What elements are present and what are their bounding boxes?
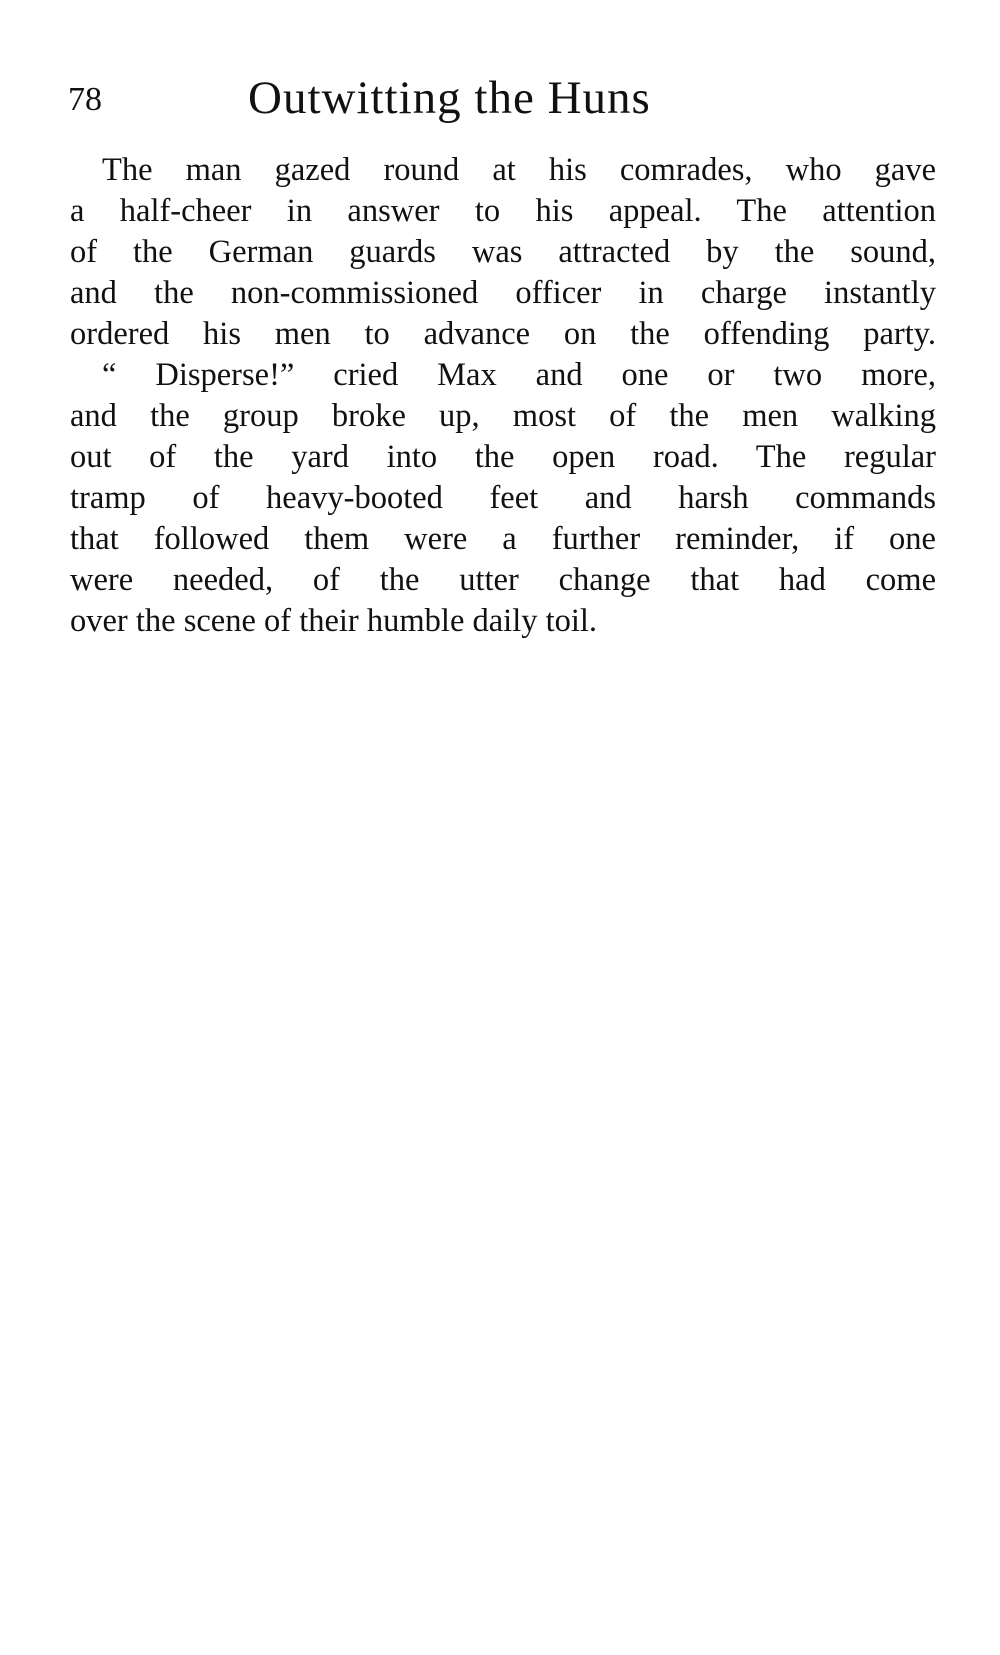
text-line: out of the yard into the open road. The regular — [70, 439, 936, 475]
text-line: that followed them were a further reminder, if one — [70, 521, 936, 557]
paragraph-1 — [70, 150, 936, 355]
paragraph-2 — [70, 355, 936, 642]
running-head — [68, 62, 934, 132]
body-text — [70, 150, 936, 642]
text-line: a half-cheer in answer to his appeal. The attention — [70, 193, 936, 229]
text-line: were needed, of the utter change that had come — [70, 562, 936, 598]
text-line: of the German guards was attracted by the sound, — [70, 234, 936, 270]
text-line: over the scene of their humble daily toil. — [70, 603, 598, 639]
page-number: 78 — [68, 81, 102, 118]
text-line: ordered his men to advance on the offending party. — [70, 316, 936, 352]
text-line: The man gazed round at his comrades, who gave — [102, 152, 936, 188]
text-line: “ Disperse!” cried Max and one or two more, — [102, 357, 936, 393]
text-line: tramp of heavy-booted feet and harsh commands — [70, 480, 936, 516]
text-line: and the non-commissioned officer in charge instantly — [70, 275, 936, 311]
text-line: and the group broke up, most of the men walking — [70, 398, 936, 434]
running-title: Outwitting the Huns — [248, 72, 651, 124]
